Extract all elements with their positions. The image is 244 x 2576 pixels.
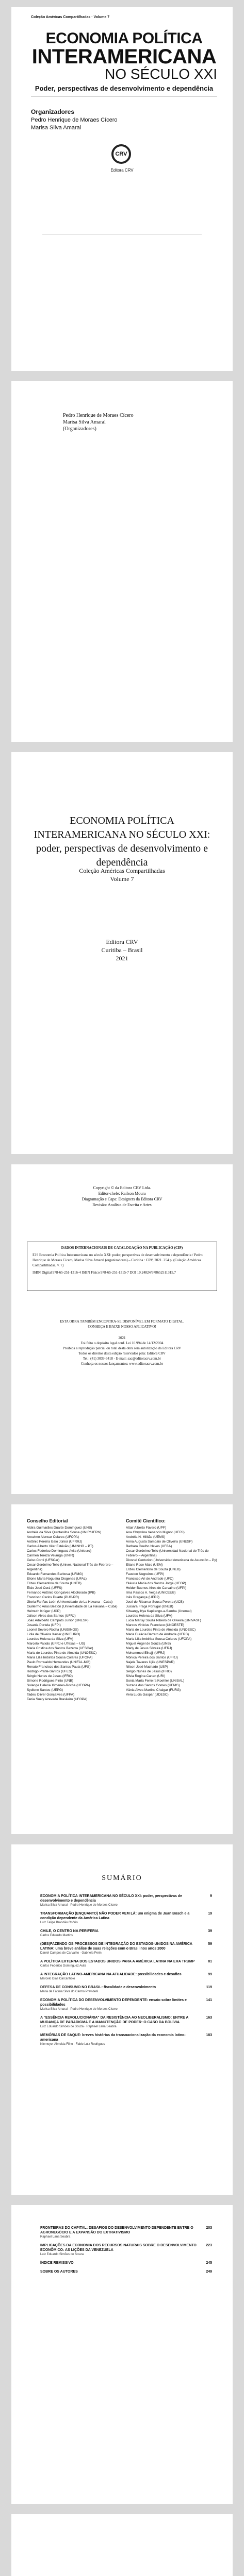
toc-entry-authors: Luiz Eduardo Simões de Souza xyxy=(40,2253,84,2256)
toc-entry-authors: Marisa Silva Amaral · Pedro Henrique de Moraes Cícero xyxy=(40,2008,118,2011)
board-member: Sérgio Nunes de Jesus (IFRO) xyxy=(27,1674,73,1678)
toc-list xyxy=(40,2226,212,2278)
publisher-city: Curitiba – Brasil xyxy=(101,946,143,954)
toc-entry-page: 249 xyxy=(206,2270,212,2274)
board-member: Cesar Gerónimo Tello (Univer. Nacional Três de Febrero – Argentina) xyxy=(27,1563,113,1571)
toc-entry-authors: Niemeyer Almeida Filho · Fabio Luiz Rodrigues xyxy=(40,2043,105,2046)
toc-entry-title: FRONTEIRAS DO CAPITAL: DESAFIOS DO DESENVOLVIMENTO DEPENDENTE ENTRE O AGRONEGÓCIO E A EXPANSÃO DO EXTRATIVISMO xyxy=(40,2226,193,2234)
toc-entry-title: SOBRE OS AUTORES xyxy=(40,2270,78,2274)
catalog-heading: DADOS INTERNACIONAIS DE CATALOGAÇÃO NA PUBLICAÇÃO (CIP) xyxy=(61,1246,183,1250)
board-member: Altair Alberto Fávero (UPF) xyxy=(126,1526,167,1530)
board-member: Renato Francisco dos Santos Paula (UFG) xyxy=(27,1665,91,1669)
board-member: Marcos Vinicius Francisco (UNOESTE) xyxy=(126,1623,184,1627)
board-member: Paulo Romualdo Hernandes (UNIFAL-MG) xyxy=(27,1660,91,1664)
collection-volume: Volume 7 xyxy=(110,875,134,883)
legal-line: ESTA OBRA TAMBÉM ENCONTRA-SE DISPONÍVEL EM FORMATO DIGITAL. xyxy=(60,1319,184,1324)
toc-entry-title: (DES)FAZENDO OS PROCESSOS DE INTEGRAÇÃO DO ESTADOS-UNIDOS NA AMÉRICA LATINA: uma breve análise de suas relações com o Brasil nos anos 2000 xyxy=(40,1942,192,1951)
editorial-board-list xyxy=(27,1526,119,1702)
toc-page xyxy=(11,1844,233,2195)
publication-year: 2021 xyxy=(116,955,128,962)
organizers-list xyxy=(31,116,118,132)
board-member: Cesar Gerónimo Tello (Universidad Nacional de Três de Febrero – Argentina) xyxy=(126,1549,209,1557)
legal-line: Todos os direitos desta edição reservados pela: Editora CRV xyxy=(78,1351,166,1355)
board-member: Andréia N. Militão (UEMS) xyxy=(126,1535,166,1539)
board-member: Francisco Ari de Andrade (UFC) xyxy=(126,1577,174,1581)
toc-entry-page: 99 xyxy=(208,1973,212,1976)
legal-notice xyxy=(27,1319,217,1366)
toc-list xyxy=(40,1894,212,2050)
toc-entry-title: CHILE, O CENTRO NA PERIFERIA xyxy=(40,1929,99,1933)
legal-line: Tel.: (41) 3039-6418 - E-mail: sac@editoracrv.com.br xyxy=(83,1357,161,1361)
legal-line: Conheça os nossos lançamentos: www.editoracrv.com.br xyxy=(80,1362,164,1366)
toc-entry[interactable] xyxy=(40,1972,212,1977)
board-member: Najela Tavares Ujiie (UNESPAR) xyxy=(126,1660,175,1664)
collection-info xyxy=(27,867,217,883)
toc-entry[interactable] xyxy=(40,2033,212,2042)
toc-entry-authors: Carlos Federico Domínguez Avila xyxy=(40,1964,86,1968)
credit-line: Copyright © da Editora CRV Ltda. xyxy=(93,1185,151,1190)
toc-entry-title: ECONOMIA POLÍTICA DO DESENVOLVIMENTO DEPENDENTE: ensaio sobre limites e possibilidades xyxy=(40,1998,187,2007)
organizers-role: (Organizadores) xyxy=(63,426,96,432)
catalog-card xyxy=(27,1242,217,1291)
board-member: Lucia Marisy Souza Ribeiro de Oliveira (UNIVASF) xyxy=(126,1619,201,1622)
toc-entry[interactable] xyxy=(40,1998,212,2007)
scientific-board-list xyxy=(126,1526,218,1697)
book-title: ECONOMIA POLÍTICA INTERAMERICANA NO SÉCULO XXI: poder, perspectivas de desenvolvimento e dependência xyxy=(34,815,210,868)
organizer-name: Marisa Silva Amaral xyxy=(63,419,106,425)
toc-entry-page: 59 xyxy=(208,1942,212,1946)
credit-line: Revisão: Analista de Escrita e Artes xyxy=(92,1202,152,1207)
board-member: Maria de Lourdes Pinto de Almeida (UNOESC) xyxy=(27,1651,97,1655)
board-member: Lourdes Helena da Silva (UFV) xyxy=(27,1637,73,1641)
board-member: Suzana dos Santos Gomes (UFMG) xyxy=(126,1684,180,1687)
scientific-board-title: Comitê Científico: xyxy=(126,1518,166,1523)
toc-entry[interactable] xyxy=(40,1894,212,1903)
book-subtitle: Poder, perspectivas de desenvolvimento e dependência xyxy=(35,84,214,92)
board-member: Anselmo Alencar Colares (UFOPA) xyxy=(27,1535,79,1539)
board-member: Vera Lucia Gaspar (UDESC) xyxy=(126,1693,169,1697)
board-member: Elione Maria Nogueira Diogenes (UFAL) xyxy=(27,1577,87,1581)
organizers-label: Organizadores xyxy=(31,108,75,115)
toc-entry[interactable] xyxy=(40,1929,212,1934)
toc-entry-title: DEFESA DE CONSUMO NO BRASIL: fiscalidade e desenvolvimento xyxy=(40,1986,156,1989)
editorial-board-title: Conselho Editorial xyxy=(27,1518,68,1523)
board-member: Fernando Antônio Gonçalves Alcoforado (IPB) xyxy=(27,1591,95,1595)
toc-entry-authors: Carlos Eduardo Martins xyxy=(40,1934,73,1937)
title-line-3: NO SÉCULO XXI xyxy=(105,66,217,82)
board-member: Solange Helena Ximenes-Rocha (UFOPA) xyxy=(27,1684,90,1687)
toc-entry[interactable] xyxy=(40,2015,212,2025)
toc-entry-page: 203 xyxy=(206,2226,212,2230)
board-member: Ana Chrystina Venancio Mignot (UERJ) xyxy=(126,1531,185,1534)
board-member: Carlos Alberto Vilar Estêvão (UMINHO – PT) xyxy=(27,1545,93,1548)
toc-entry-authors: Luiz Eduardo Simões de Souza · Raphael Lana Seabra xyxy=(40,2025,117,2028)
legal-line: CONHEÇA E BAIXE NOSSO APLICATIVO! xyxy=(88,1325,156,1329)
toc-heading: SUMÁRIO xyxy=(102,1874,142,1882)
cover-page xyxy=(11,7,233,371)
board-member: Elizeu Clementino de Souza (UNEB) xyxy=(126,1568,181,1571)
toc-entry-page: 9 xyxy=(210,1894,212,1898)
board-member: Simone Rodrigues Pinto (UNB) xyxy=(27,1679,73,1683)
board-member: Marly de Jesus Silveira (UFRJ) xyxy=(126,1647,172,1650)
toc-entry-title: ECONOMIA POLÍTICA INTERAMERICANA NO SÉCULO XXI: poder, perspectivas de desenvolvimento e dependência xyxy=(40,1894,182,1903)
half-title-page xyxy=(11,381,233,742)
board-member: Guillermo Arias Beatón (Universidade de La Havana – Cuba) xyxy=(27,1605,118,1608)
board-member: Francisco Carlos Duarte (PUC-PR) xyxy=(27,1596,79,1599)
board-member: Andréia da Silva Quintanilha Sousa (UNIR/UFRN) xyxy=(27,1531,102,1534)
board-member: Maria Eurácia Barreto de Andrade (UFRB) xyxy=(126,1633,189,1636)
toc-entry-page: 39 xyxy=(208,1929,212,1933)
toc-entry[interactable] xyxy=(40,1911,212,1921)
board-member: Mônica Pereira dos Santos (UFRJ) xyxy=(126,1656,178,1659)
series-label: Coleção Américas Compartilhadas · Volume 7 xyxy=(31,15,110,19)
board-member: Vânia Alves Martins Chaigar (FURG) xyxy=(126,1688,181,1692)
toc-entry-page: 223 xyxy=(206,2244,212,2247)
board-member: Eliane Rose Maio (UEM) xyxy=(126,1563,163,1567)
board-member: Sonia Maria Ferreira Koehler (UNISAL) xyxy=(126,1679,185,1683)
board-member: Antônio Pereira Gaio Júnior (UFRRJ) xyxy=(27,1540,83,1544)
board-member: Tadeu Oliver Gonçalves (UFPA) xyxy=(27,1693,74,1697)
toc-entry-title: IMPLICAÇÕES DA ECONOMIA DOS RECURSOS NATURAIS SOBRE O DESENVOLVIMENTO ECONÔMICO: AS LIÇÕES DA VENEZUELA xyxy=(40,2244,197,2252)
toc-entry-page: 19 xyxy=(208,1912,212,1916)
board-member: Jailson Alves dos Santos (UFRJ) xyxy=(27,1614,76,1618)
book-title xyxy=(31,31,217,81)
publisher-name: Editora CRV xyxy=(106,938,138,945)
toc-entry-authors: Luiz Felipe Brandão Osório xyxy=(40,1921,78,1924)
board-member: Helder Buenos Aires de Carvalho (UFPI) xyxy=(126,1586,187,1590)
board-member: Kilwangy Kya Kapitango-a-Samba (Unemat) xyxy=(126,1609,192,1613)
toc-entry-title: A INTEGRAÇÃO LATINO-AMERICANA NA ATUALIDADE: possibilidades e desafios xyxy=(40,1973,182,1976)
board-member: Gláucia Maria dos Santos Jorge (UFOP) xyxy=(126,1582,186,1585)
toc-entry-authors: Raphael Lana Seabra xyxy=(40,2235,71,2239)
board-member: Fauston Negreiros (UFPI) xyxy=(126,1572,165,1576)
title-line-1: ECONOMIA POLÍTICA xyxy=(45,30,203,47)
toc-entry-authors: Daniel Campos de Carvalho · Gabriela Perin xyxy=(40,1952,102,1955)
toc-entry-page: 81 xyxy=(208,1960,212,1963)
toc-entry-page: 141 xyxy=(206,1998,212,2002)
board-member: Jussara Fraga Portugal (UNEB) xyxy=(126,1605,173,1608)
board-member: Tania Suely Azevedo Brasileiro (UFOPA) xyxy=(27,1698,88,1701)
toc-entry[interactable] xyxy=(40,2243,212,2252)
editorial-board xyxy=(27,1519,119,1702)
board-member: Leonel Severo Rocha (UNISINOS) xyxy=(27,1628,79,1632)
legal-line: Proibida a reprodução parcial ou total desta obra sem autorização da Editora CRV xyxy=(62,1346,182,1350)
board-member: Lourdes Helena da Silva (UFV) xyxy=(126,1614,172,1618)
board-member: Maria Lília Imbiriba Sousa Colares (UFOPA) xyxy=(27,1656,93,1659)
title-line-2: INTERAMERICANA xyxy=(31,45,217,68)
board-member: Marcelo Paixão (UFRJ e UTexas – US) xyxy=(27,1642,85,1646)
board-member: Elizeu Clementino de Souza (UNEB) xyxy=(27,1582,82,1585)
toc-entry-page: 245 xyxy=(206,2261,212,2265)
board-member: Sydione Santos (UEPG) xyxy=(27,1688,63,1692)
board-member: Helmuth Krüger (UCP) xyxy=(27,1609,61,1613)
board-member: Rodrigo Pratte-Santos (UFES) xyxy=(27,1670,72,1673)
scientific-board xyxy=(126,1519,218,1697)
toc-entry[interactable] xyxy=(40,2261,212,2265)
publisher-logo: CRV xyxy=(111,144,131,164)
credits xyxy=(27,1185,217,1208)
toc-entry-authors: Marcelo Dias Carcanholo xyxy=(40,1977,75,1980)
legal-line: Foi feito o depósito legal conf. Lei 10.994 de 14/12/2004 xyxy=(80,1341,164,1345)
board-member: Maria Cristina dos Santos Bezerra (UFSCar) xyxy=(27,1647,93,1650)
toc-entry[interactable] xyxy=(40,2226,212,2235)
board-member: Josania Portela (UFPI) xyxy=(27,1623,61,1627)
catalog-entry: E19 Economia Política Interamericana no século XXI: poder, perspectivas de desenvolvimento e dependência / Pedro Henrique de Moraes Cícero, Marisa Silva Amaral (organizadores) – Curitiba : CRV, 2021. 254 p. (Coleção Américas Compartilhadas, v. 7) xyxy=(32,1253,203,1267)
copyright-page xyxy=(11,1164,233,1494)
toc-entry-page: 183 xyxy=(206,2033,212,2037)
board-member: Eduardo Fernandes Barbosa (UFMG) xyxy=(27,1572,83,1576)
board-member: Carmen Tereza Velanga (UNIR) xyxy=(27,1554,74,1557)
board-member: Élsio José Corá (UFFS) xyxy=(27,1586,62,1590)
isbn-line: ISBN Digital 978-65-251-1316-4 ISBN Físico 978-65-251-1315-7 DOI 10.24824/978652511315.7 xyxy=(32,1270,176,1275)
board-member: Diosnel Centurion (Universidad Americana de Asunción – Py) xyxy=(126,1558,217,1562)
board-member: Maria Lília Imbiriba Sousa Colares (UFOPA) xyxy=(126,1637,192,1641)
board-member: Mohammed Elhajji (UFRJ) xyxy=(126,1651,166,1655)
toc-entry-title: ÍNDICE REMISSIVO xyxy=(40,2261,74,2265)
toc-entry-title: A "ESSÊNCIA REVOLUCIONÁRIA" DA RESISTÊNCIA AO NEOLIBERALISMO: ENTRE A MUDANÇA DE PARADIGMA E A MANUTENÇÃO DE PODER: O CASO DA BOLÍVIA xyxy=(40,2016,189,2024)
board-member: Anna Augusta Sampaio de Oliveira (UNESP) xyxy=(126,1540,193,1544)
board-member: Celso Conti (UFSCar) xyxy=(27,1558,60,1562)
toc-entry[interactable] xyxy=(40,2269,212,2274)
organizers-block xyxy=(63,412,134,432)
organizer-name: Marisa Silva Amaral xyxy=(31,125,82,131)
board-member: Aldira Guimarães Duarte Domínguez (UNB) xyxy=(27,1526,92,1530)
board-member: Ilma Passos A. Veiga (UNICEUB) xyxy=(126,1591,176,1595)
toc-entry[interactable] xyxy=(40,1942,212,1951)
publisher-info xyxy=(27,938,217,962)
collection-name: Coleção Américas Compartilhadas xyxy=(79,867,165,874)
credit-line: Diagramação e Capa: Designers da Editora CRV xyxy=(82,1197,162,1201)
board-member: Maria de Lourdes Pinto de Almeida (UNOESC) xyxy=(126,1628,196,1632)
chapter-opening-page xyxy=(11,2514,233,2576)
board-member: Inês Bragança (UERJ) xyxy=(126,1596,160,1599)
toc-entry[interactable] xyxy=(40,1985,212,1990)
board-member: Carlos Federico Dominguez Avila (Unieuro) xyxy=(27,1549,91,1553)
toc-entry-title: A POLÍTICA EXTERNA DOS ESTADOS UNIDOS PARA A AMÉRICA LATINA NA ERA TRUMP xyxy=(40,1960,195,1963)
board-member: José de Ribamar Sousa Pereira (UCB) xyxy=(126,1600,184,1604)
boards-page xyxy=(11,1504,233,1834)
organizer-name: Pedro Henrique de Moraes Cícero xyxy=(31,117,118,123)
legal-line: 2021 xyxy=(118,1336,126,1340)
board-member: Lídia de Oliveira Xavier (UNIEURO) xyxy=(27,1633,80,1636)
toc-entry-page: 119 xyxy=(206,1986,212,1989)
toc-entry[interactable] xyxy=(40,1959,212,1964)
toc-entry-title: TRANSFORMAÇÃO (ENQUANTO) NÃO PODER VEM LÁ: um enigma de Juan Bosch e a condição dependente da América Latina xyxy=(40,1912,190,1920)
board-member: Barbara Coelho Neves (UFBA) xyxy=(126,1545,172,1548)
board-member: Sérgio Nunes de Jesus (IFRO) xyxy=(126,1670,172,1673)
toc-entry-page: 163 xyxy=(206,2016,212,2020)
publisher-name: Editora CRV xyxy=(110,168,134,173)
board-member: Gloria Fariñas León (Universidade de La Havana – Cuba) xyxy=(27,1600,113,1604)
title-page xyxy=(11,752,233,1154)
board-member: Nilson José Machado (USP) xyxy=(126,1665,168,1669)
board-member: Silvia Regina Canan (URI) xyxy=(126,1674,166,1678)
toc-entry-authors: Maria de Fátima Silva do Carmo Previdelli xyxy=(40,1990,99,1993)
toc-entry-authors: Marisa Silva Amaral · Pedro Henrique de Moraes Cícero xyxy=(40,1904,118,1907)
board-member: João Adalberto Campato Junior (UNESP) xyxy=(27,1619,89,1622)
toc-continued-page xyxy=(11,2205,233,2504)
credit-line: Editor-chefe: Railson Moura xyxy=(98,1191,146,1196)
organizer-name: Pedro Henrique de Moraes Cícero xyxy=(63,413,134,418)
toc-entry-title: MEMÓRIAS DE SAQUE: breves histórias da transnacionalização da economia latino-americana xyxy=(40,2033,186,2042)
board-member: Míguel Ángel de Souza (UNB) xyxy=(126,1642,171,1646)
